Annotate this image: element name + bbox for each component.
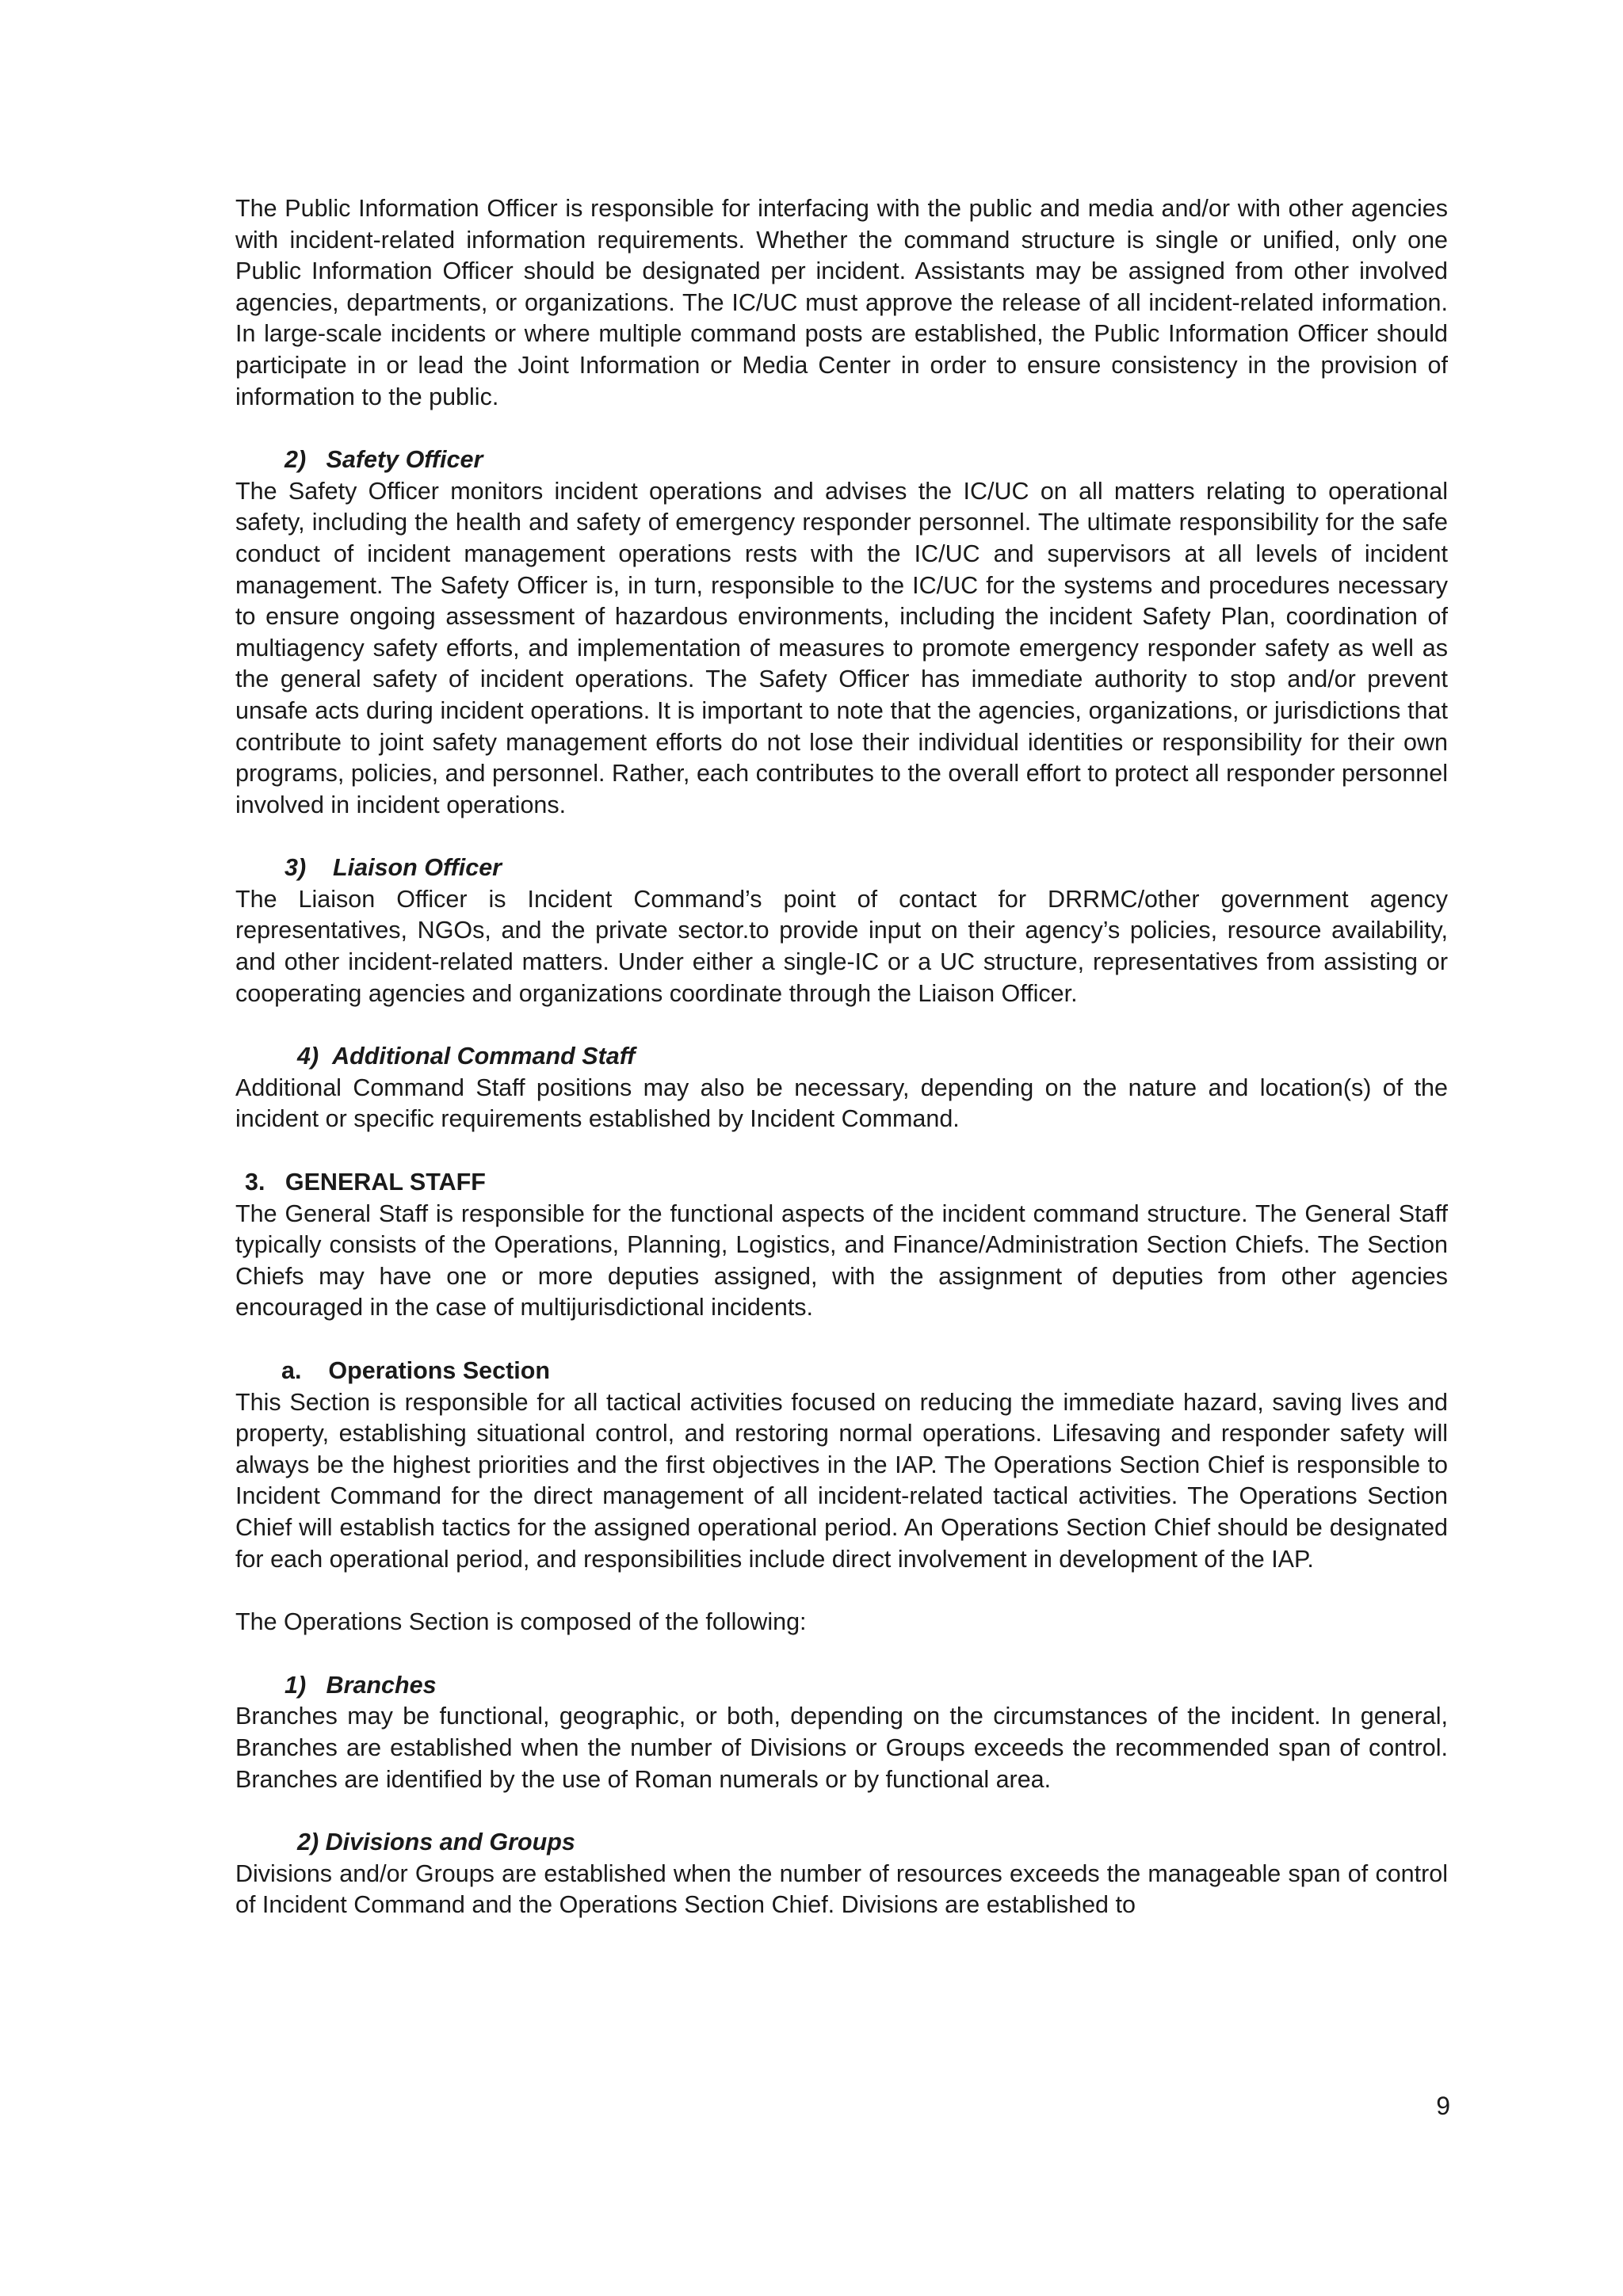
heading-title: Liaison Officer [333,854,502,882]
heading-number: 3. [245,1169,265,1196]
page-body [235,193,1448,1921]
general-staff-paragraph: The General Staff is responsible for the functional aspects of the incident command structure. The General Staff typically consists of the Operations, Planning, Logistics, and Finance/Administration Section Chiefs. The Section Chiefs may have one or more deputies assigned, with the assignment of deputies from other agencies encouraged in the case of multijurisdictional incidents. [235,1199,1448,1322]
branches-section [235,1670,1448,1795]
heading-title: Safety Officer [326,446,483,474]
heading-number: a. [281,1357,302,1384]
heading-title: GENERAL STAFF [285,1169,486,1196]
liaison-officer-section [235,852,1448,1009]
operations-section-heading [235,1356,1448,1387]
heading-title: Operations Section [328,1357,550,1384]
divisions-groups-paragraph: Divisions and/or Groups are established when the number of resources exceeds the manageable span of control of Incident Command and the Operations Section Chief. Divisions are established to [235,1859,1448,1919]
additional-command-staff-heading [235,1041,1448,1073]
general-staff-section [235,1167,1448,1324]
additional-command-staff-paragraph: Additional Command Staff positions may also be necessary, depending on the nature and location(s) of the incident or specific requirements established by Incident Command. [235,1074,1448,1133]
safety-officer-heading [235,444,1448,476]
divisions-groups-heading [235,1827,1448,1859]
general-staff-heading [235,1167,1448,1199]
branches-paragraph: Branches may be functional, geographic, or both, depending on the circumstances of the incident. In general, Branches are established when the number of Divisions or Groups exceeds the recommended span of control. Branches are identified by the use of Roman numerals or by functional area. [235,1703,1448,1793]
liaison-officer-heading [235,852,1448,884]
heading-number: 2) [285,446,307,474]
liaison-officer-paragraph: The Liaison Officer is Incident Command’s point of contact for DRRMC/other government agency representatives, NGOs, and the private sector.to provide input on their agency’s policies, resource availability, and other incident-related matters. Under either a single-IC or a UC structure, representatives from assisting or cooperating agencies and organizations coordinate through the Liaison Officer. [235,885,1448,1007]
heading-title: Divisions and Groups [325,1829,575,1856]
additional-command-staff-section [235,1041,1448,1135]
branches-heading [235,1670,1448,1702]
heading-title: Branches [326,1671,437,1699]
heading-number: 1) [285,1671,307,1699]
operations-composition-paragraph: The Operations Section is composed of the following: [235,1608,807,1636]
operations-section-paragraph: This Section is responsible for all tactical activities focused on reducing the immediate hazard, saving lives and property, establishing situational control, and restoring normal operations. Lifesaving and responder safety will always be the highest priorities and the first objectives in the IAP. The Operations Section Chief is responsible to Incident Command for the direct management of all incident-related tactical activities. The Operations Section Chief will establish tactics for the assigned operational period. An Operations Section Chief should be designated for each operational period, and responsibilities include direct involvement in development of the IAP. [235,1388,1448,1573]
heading-number: 2) [297,1829,319,1856]
heading-number: 3) [285,854,307,882]
heading-title: Additional Command Staff [332,1043,636,1070]
heading-number: 4) [297,1043,319,1070]
safety-officer-section [235,444,1448,821]
operations-section [235,1356,1448,1575]
divisions-groups-section [235,1827,1448,1921]
page-number: 9 [1436,2092,1450,2120]
operations-composition [235,1607,1448,1638]
safety-officer-paragraph: The Safety Officer monitors incident operations and advises the IC/UC on all matters relating to operational safety, including the health and safety of emergency responder personnel. The ultimate responsibility for the safe conduct of incident management operations rests with the IC/UC and supervisors at all levels of incident management. The Safety Officer is, in turn, responsible to the IC/UC for the systems and procedures necessary to ensure ongoing assessment of hazardous environments, including the incident Safety Plan, coordination of multiagency safety efforts, and implementation of measures to promote emergency responder safety as well as the general safety of incident operations. The Safety Officer has immediate authority to stop and/or prevent unsafe acts during incident operations. It is important to note that the agencies, organizations, or jurisdictions that contribute to joint safety management efforts do not lose their individual identities or responsibility for their own programs, policies, and personnel. Rather, each contributes to the overall effort to protect all responder personnel involved in incident operations. [235,477,1448,818]
pio-paragraph: The Public Information Officer is responsible for interfacing with the public and media and/or with other agencies with incident-related information requirements. Whether the command structure is single or unified, only one Public Information Officer should be designated per incident. Assistants may be assigned from other involved agencies, departments, or organizations. The IC/UC must approve the release of all incident-related information. In large-scale incidents or where multiple command posts are established, the Public Information Officer should participate in or lead the Joint Information or Media Center in order to ensure consistency in the provision of information to the public. [235,195,1448,410]
pio-section [235,193,1448,413]
